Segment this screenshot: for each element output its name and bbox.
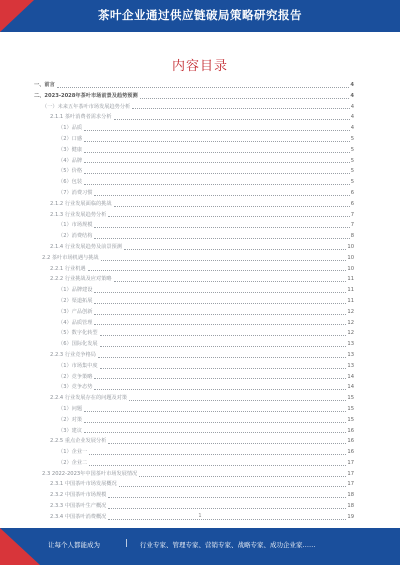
toc-leader-dots (84, 184, 350, 185)
toc-leader-dots (101, 260, 347, 261)
toc-entry-page: 6 (350, 189, 354, 196)
toc-leader-dots (108, 497, 346, 498)
toc-leader-dots (84, 173, 350, 174)
toc-leader-dots (94, 292, 346, 293)
toc-entry[interactable] (34, 479, 354, 490)
toc-entry-page: 18 (347, 492, 354, 499)
toc-leader-dots (84, 162, 350, 163)
toc-entry-page: 17 (347, 481, 354, 488)
toc-leader-dots (94, 389, 346, 390)
toc-entry[interactable] (34, 231, 354, 242)
toc-entry[interactable] (34, 210, 354, 221)
toc-entry[interactable] (34, 80, 354, 91)
toc-entry-label: 2.3.1 中国茶叶市场发展概况 (50, 481, 117, 488)
toc-leader-dots (139, 476, 346, 477)
footer-divider: | (125, 538, 128, 547)
toc-entry-page: 19 (347, 513, 354, 520)
toc-entry-page: 10 (347, 243, 354, 250)
toc-entry-page: 13 (347, 341, 354, 348)
toc-entry[interactable] (34, 220, 354, 231)
toc-entry-page: 7 (350, 211, 354, 218)
toc-entry-page: 17 (347, 459, 354, 466)
toc-entry-label: 2.1.2 行业发展面临的挑战 (50, 200, 112, 207)
toc-entry[interactable] (34, 458, 354, 469)
toc-entry-page: 14 (347, 373, 354, 380)
table-of-contents (34, 80, 354, 523)
report-title: 茶叶企业通过供应链破局策略研究报告 (98, 8, 302, 22)
footer-roles: 行业专家、管理专家、营销专家、战略专家、成功企业家…… (140, 541, 316, 549)
toc-entry-page: 16 (347, 438, 354, 445)
toc-entry[interactable] (34, 339, 354, 350)
toc-leader-dots (124, 249, 346, 250)
toc-entry[interactable] (34, 102, 354, 113)
toc-entry-page: 16 (347, 427, 354, 434)
toc-leader-dots (84, 411, 346, 412)
toc-entry[interactable] (34, 134, 354, 145)
footer-red-corner (0, 528, 40, 565)
toc-entry[interactable] (34, 328, 354, 339)
toc-entry[interactable] (34, 318, 354, 329)
toc-entry[interactable] (34, 501, 354, 512)
toc-entry[interactable] (34, 447, 354, 458)
toc-leader-dots (84, 130, 350, 131)
toc-entry[interactable] (34, 361, 354, 372)
toc-entry[interactable] (34, 372, 354, 383)
toc-heading: 内容目录 (171, 59, 228, 74)
page-number: 1 (198, 513, 202, 519)
toc-entry[interactable] (34, 177, 354, 188)
toc-entry[interactable] (34, 91, 354, 102)
toc-entry-page: 10 (347, 254, 354, 261)
toc-entry[interactable] (34, 307, 354, 318)
toc-entry-label: （2）渠道拓展 (58, 297, 93, 304)
toc-leader-dots (94, 238, 349, 239)
toc-entry-label: （1）企业一 (58, 449, 88, 456)
toc-entry-page: 13 (347, 362, 354, 369)
toc-entry-label: （2）消费结构 (58, 233, 93, 240)
toc-entry[interactable] (34, 199, 354, 210)
toc-entry-page: 5 (350, 135, 354, 142)
toc-entry[interactable] (34, 242, 354, 253)
toc-entry-page: 5 (350, 157, 354, 164)
toc-entry-label: （3）健康 (58, 146, 83, 153)
toc-leader-dots (84, 141, 350, 142)
toc-entry-label: 2.1.4 行业发展趋势及前景预测 (50, 243, 122, 250)
toc-entry-label: 2.3 2022-2023年中国茶叶市场发展情况 (42, 470, 138, 477)
toc-entry[interactable] (34, 156, 354, 167)
toc-entry[interactable] (34, 285, 354, 296)
toc-entry-label: （3）产品创新 (58, 308, 93, 315)
toc-leader-dots (84, 432, 346, 433)
toc-entry-label: 2.2.5 重点企业发展分析 (50, 438, 107, 445)
toc-entry-page: 12 (347, 330, 354, 337)
toc-entry[interactable] (34, 264, 354, 275)
toc-entry[interactable] (34, 436, 354, 447)
toc-entry-page: 7 (350, 222, 354, 229)
toc-entry-label: （1）品牌建设 (58, 287, 93, 294)
toc-entry[interactable] (34, 166, 354, 177)
toc-entry-label: （2）对策 (58, 416, 83, 423)
toc-entry-page: 4 (350, 103, 354, 110)
toc-entry-label: （6）包装 (58, 179, 83, 186)
toc-leader-dots (98, 357, 346, 358)
toc-entry-page: 15 (347, 416, 354, 423)
toc-entry-label: 2.1.3 行业发展趋势分析 (50, 211, 107, 218)
toc-entry-page: 11 (347, 287, 354, 294)
toc-entry-page: 10 (347, 265, 354, 272)
toc-entry[interactable] (34, 382, 354, 393)
toc-entry-page: 4 (350, 92, 354, 99)
toc-entry-page: 15 (347, 395, 354, 402)
toc-entry-label: 2.2.3 行业竞争格局 (50, 351, 96, 358)
toc-entry-page: 5 (350, 146, 354, 153)
toc-leader-dots (57, 87, 350, 88)
toc-entry-page: 4 (350, 125, 354, 132)
toc-leader-dots (94, 324, 346, 325)
toc-entry-page: 4 (350, 82, 354, 88)
toc-entry[interactable] (34, 145, 354, 156)
toc-entry-label: 2.3.2 中国茶叶市场规模 (50, 492, 107, 499)
toc-entry-label: 2.3.4 中国茶叶消费概况 (50, 513, 107, 520)
toc-entry-page: 15 (347, 405, 354, 412)
toc-entry-page: 11 (347, 297, 354, 304)
toc-entry-label: （1）品质 (58, 125, 83, 132)
toc-entry-label: 一、前言 (34, 82, 55, 88)
toc-entry[interactable] (34, 415, 354, 426)
toc-leader-dots (100, 368, 347, 369)
toc-entry[interactable] (34, 253, 354, 264)
toc-entry-label: 2.2.1 行业机遇 (50, 265, 86, 272)
toc-entry-page: 16 (347, 449, 354, 456)
toc-entry-page: 14 (347, 384, 354, 391)
toc-entry-label: （1）市场集中度 (58, 362, 98, 369)
toc-entry-label: （4）品质管理 (58, 319, 93, 326)
toc-leader-dots (108, 443, 346, 444)
toc-entry-label: （5）数字化转型 (58, 330, 98, 337)
toc-entry-label: （5）价格 (58, 168, 83, 175)
toc-leader-dots (114, 119, 350, 120)
toc-leader-dots (100, 346, 347, 347)
toc-entry[interactable] (34, 490, 354, 501)
toc-entry[interactable] (34, 469, 354, 480)
page-header (0, 0, 400, 32)
toc-entry-page: 12 (347, 319, 354, 326)
toc-entry-page: 17 (347, 470, 354, 477)
toc-leader-dots (84, 422, 346, 423)
toc-entry-page: 8 (350, 233, 354, 240)
toc-entry-page: 13 (347, 351, 354, 358)
toc-leader-dots (94, 378, 346, 379)
toc-entry-page: 6 (350, 200, 354, 207)
toc-entry[interactable] (34, 188, 354, 199)
toc-entry-label: （3）竞争态势 (58, 384, 93, 391)
toc-entry-label: 2.2.2 行业挑战及应对策略 (50, 276, 112, 283)
toc-entry-page: 12 (347, 308, 354, 315)
toc-entry-label: 2.2.4 行业发展存在的问题及对策 (50, 395, 128, 402)
toc-entry-label: （7）消费习惯 (58, 189, 93, 196)
toc-entry[interactable] (34, 274, 354, 285)
toc-leader-dots (108, 508, 346, 509)
toc-entry[interactable] (34, 123, 354, 134)
toc-entry-page: 5 (350, 179, 354, 186)
toc-leader-dots (129, 400, 346, 401)
page-footer (0, 528, 400, 565)
toc-leader-dots (84, 152, 350, 153)
toc-entry-page: 4 (350, 114, 354, 121)
toc-entry-label: （1）市场规模 (58, 222, 93, 229)
toc-entry-label: （6）国际化发展 (58, 341, 98, 348)
toc-leader-dots (100, 335, 347, 336)
toc-leader-dots (89, 465, 346, 466)
footer-slogan: 让每个人都能成为 (48, 541, 100, 549)
toc-entry-label: （2）口感 (58, 135, 83, 142)
toc-leader-dots (89, 454, 346, 455)
toc-leader-dots (132, 108, 349, 109)
toc-entry[interactable] (34, 296, 354, 307)
toc-entry-page: 5 (350, 168, 354, 175)
toc-entry-label: 二、2023-2028年茶叶市场前景及趋势预测 (34, 92, 138, 99)
toc-entry[interactable] (34, 426, 354, 437)
toc-leader-dots (108, 216, 349, 217)
toc-entry[interactable] (34, 112, 354, 123)
toc-entry-label: （2）企业二 (58, 459, 88, 466)
toc-entry[interactable] (34, 393, 354, 404)
toc-entry-label: 2.3.3 中国茶叶生产概况 (50, 503, 107, 510)
toc-entry-page: 11 (347, 276, 354, 283)
toc-leader-dots (114, 281, 347, 282)
toc-leader-dots (94, 314, 346, 315)
toc-leader-dots (94, 195, 349, 196)
toc-entry-label: （一）未来五年茶叶市场发展趋势分析 (42, 103, 131, 110)
toc-entry-label: （1）问题 (58, 405, 83, 412)
toc-leader-dots (114, 206, 350, 207)
toc-leader-dots (140, 98, 350, 99)
toc-leader-dots (88, 270, 347, 271)
toc-entry-page: 18 (347, 503, 354, 510)
toc-entry[interactable] (34, 404, 354, 415)
toc-leader-dots (94, 303, 346, 304)
toc-entry[interactable] (34, 350, 354, 361)
toc-entry-label: 2.2 茶叶市场机遇与挑战 (42, 254, 99, 261)
toc-leader-dots (94, 227, 349, 228)
toc-entry-label: 2.1.1 茶叶消费者需求分析 (50, 114, 112, 121)
toc-entry-label: （2）竞争策略 (58, 373, 93, 380)
toc-leader-dots (119, 486, 347, 487)
toc-entry-label: （3）建议 (58, 427, 83, 434)
toc-entry-label: （4）品牌 (58, 157, 83, 164)
